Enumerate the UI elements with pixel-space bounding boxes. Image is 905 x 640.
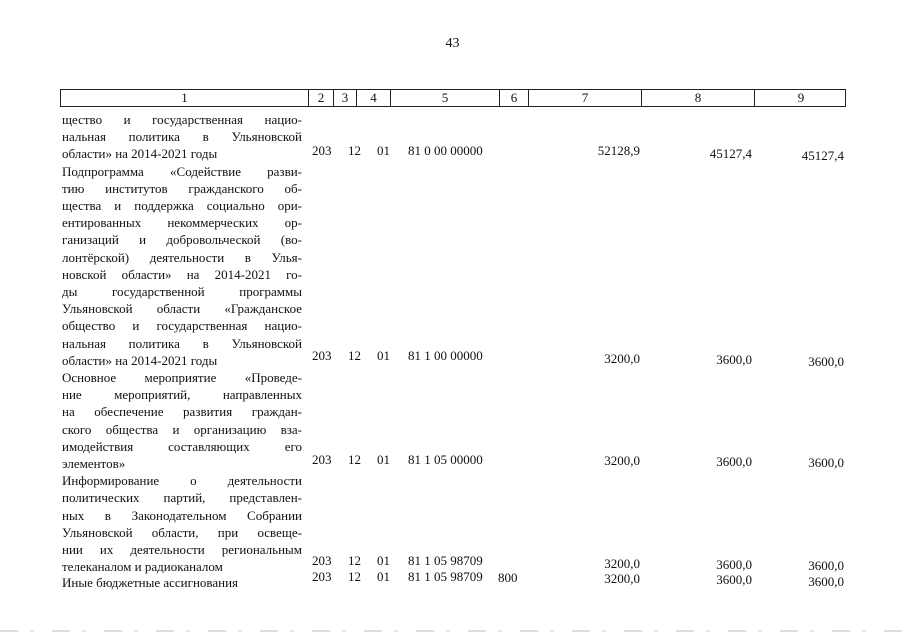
desc-line: Ульяновской области, при освеще- (62, 524, 302, 540)
cell-c8: 3600,0 (716, 557, 752, 572)
cell-c9: 3600,0 (808, 574, 844, 589)
desc-line: нальная политика в Ульяновской (62, 129, 302, 145)
cell-c3: 12 (348, 143, 361, 158)
cell-c3: 12 (348, 553, 361, 568)
desc-line: имодействия составляющих его (62, 438, 302, 454)
cell-c4: 01 (377, 553, 390, 568)
cell-c3: 12 (348, 452, 361, 467)
desc-line: щества и поддержка социально ори- (62, 198, 302, 214)
desc-line: Информирование о деятельности (62, 473, 302, 489)
desc-line: ентированных некоммерческих ор- (62, 215, 302, 231)
desc-line: политических партий, представлен- (62, 490, 302, 506)
desc-line: элементов» (62, 456, 126, 472)
desc-line: нии их деятельности региональным (62, 542, 302, 558)
desc-line: нальная политика в Ульяновской (62, 335, 302, 351)
desc-line: Ульяновской области «Гражданское (62, 301, 302, 317)
header-col-1: 1 (181, 90, 188, 105)
desc-line: телеканалом и радиоканалом (62, 559, 223, 575)
desc-line: Основное мероприятие «Проведе- (62, 370, 302, 386)
table-header (60, 89, 846, 107)
desc-line: щество и государственная нацио- (62, 112, 302, 127)
desc-line: лонтёрской) деятельности в Улья- (62, 249, 302, 265)
header-col-6: 6 (499, 89, 528, 107)
cell-c4: 01 (377, 143, 390, 158)
header-col-8: 8 (641, 89, 754, 107)
cell-c2: 203 (312, 452, 332, 467)
cell-c2: 203 (312, 348, 332, 363)
desc-line: области» на 2014-2021 годы (62, 352, 218, 368)
cell-c9: 45127,4 (801, 148, 844, 163)
cell-c4: 01 (377, 452, 390, 467)
cell-c5: 81 1 05 98709 (408, 569, 483, 584)
header-col-5: 5 (390, 89, 499, 107)
header-col-4: 4 (356, 89, 390, 107)
header-col-2: 2 (308, 89, 333, 107)
desc-line: области» на 2014-2021 годы (62, 146, 218, 162)
cell-c5: 81 0 00 00000 (408, 143, 483, 158)
cell-c7: 3200,0 (604, 556, 640, 571)
cell-c8: 45127,4 (709, 146, 752, 161)
cell-c7: 3200,0 (604, 453, 640, 468)
desc-line: ды государственной программы (62, 284, 302, 300)
header-col-7: 7 (528, 89, 641, 107)
cell-c8: 3600,0 (716, 454, 752, 469)
cell-c3: 12 (348, 348, 361, 363)
cell-c9: 3600,0 (808, 558, 844, 573)
cell-c9: 3600,0 (808, 354, 844, 369)
cell-c2: 203 (312, 143, 332, 158)
desc-line: Подпрограмма «Содействие разви- (62, 163, 302, 179)
cell-c7: 3200,0 (604, 351, 640, 366)
cell-c7: 52128,9 (597, 143, 640, 158)
desc-line: общество и государственная нацио- (62, 318, 302, 334)
header-col-3: 3 (333, 89, 356, 107)
desc-line: на обеспечение развития граждан- (62, 404, 302, 420)
cell-c8: 3600,0 (716, 572, 752, 587)
cell-c4: 01 (377, 569, 390, 584)
desc-line: Иные бюджетные ассигнования (62, 575, 239, 591)
desc-line: ных в Законодательном Собрании (62, 507, 302, 523)
cell-c3: 12 (348, 569, 361, 584)
cell-c2: 203 (312, 569, 332, 584)
cell-c9: 3600,0 (808, 455, 844, 470)
cell-c5: 81 1 00 00000 (408, 348, 483, 363)
page-number: 43 (445, 36, 460, 51)
cell-c2: 203 (312, 553, 332, 568)
desc-line: тию институтов гражданского об- (62, 180, 302, 196)
desc-line: новской области» на 2014-2021 го- (62, 266, 302, 282)
cell-c6: 800 (498, 570, 518, 585)
cell-c5: 81 1 05 00000 (408, 452, 483, 467)
row-descriptions (62, 111, 302, 592)
desc-line: ского общества и организацию вза- (62, 421, 302, 437)
desc-line: ние мероприятий, направленных (62, 387, 302, 403)
cell-c7: 3200,0 (604, 571, 640, 586)
header-col-9: 9 (754, 89, 847, 107)
cell-c4: 01 (377, 348, 390, 363)
cell-c8: 3600,0 (716, 352, 752, 367)
scan-noise (0, 630, 905, 632)
cell-c5: 81 1 05 98709 (408, 553, 483, 568)
desc-line: ганизаций и добровольческой (во- (62, 232, 302, 248)
